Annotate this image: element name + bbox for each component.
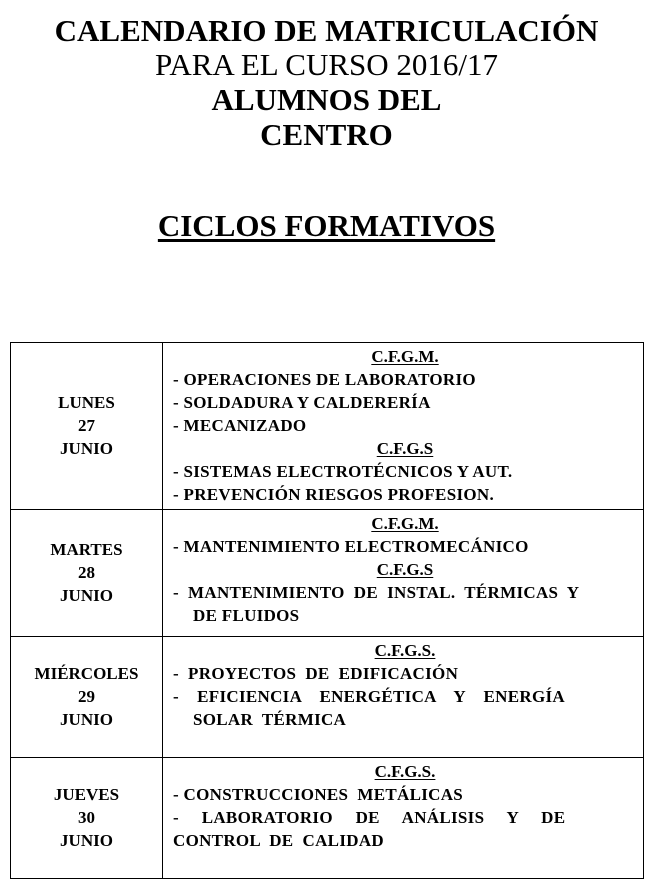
day-number: 29 <box>78 686 95 706</box>
day-cell <box>11 637 163 758</box>
course-item: - SISTEMAS ELECTROTÉCNICOS Y AUT. <box>173 462 513 481</box>
course-item: - SOLDADURA Y CALDERERÍA <box>173 393 431 412</box>
course-item: - PREVENCIÓN RIESGOS PROFESION. <box>173 485 495 504</box>
month: JUNIO <box>60 830 113 850</box>
title-line-4: CENTRO <box>260 117 393 152</box>
schedule-row <box>11 343 644 510</box>
document-header <box>0 14 653 152</box>
schedule-row <box>11 758 644 879</box>
courses-cell <box>163 637 644 758</box>
day-number: 30 <box>78 807 95 827</box>
weekday: MIÉRCOLES <box>34 663 139 683</box>
weekday: JUEVES <box>53 784 120 804</box>
day-cell <box>11 758 163 879</box>
month: JUNIO <box>60 438 113 458</box>
day-number: 27 <box>78 415 95 435</box>
course-item: - CONSTRUCCIONES METÁLICAS <box>173 785 464 804</box>
course-item: - EFICIENCIA ENERGÉTICA Y ENERGÍA <box>173 687 565 706</box>
course-item-continuation: SOLAR TÉRMICA <box>193 710 347 729</box>
course-item: - MANTENIMIENTO DE INSTAL. TÉRMICAS Y <box>173 583 580 602</box>
group-header: C.F.G.M. <box>371 514 439 533</box>
title-line-3: ALUMNOS DEL <box>211 82 442 117</box>
group-header: C.F.G.S <box>376 560 434 579</box>
title-line-2: PARA EL CURSO 2016/17 <box>154 47 499 82</box>
courses-cell <box>163 343 644 510</box>
course-item: - PROYECTOS DE EDIFICACIÓN <box>173 664 459 683</box>
course-item: - MECANIZADO <box>173 416 307 435</box>
schedule-table <box>10 342 644 879</box>
day-cell <box>11 343 163 510</box>
courses-cell <box>163 510 644 637</box>
course-item-continuation: DE FLUIDOS <box>193 606 300 625</box>
day-cell <box>11 510 163 637</box>
course-item: - LABORATORIO DE ANÁLISIS Y DE <box>173 808 566 827</box>
section-title-text: CICLOS FORMATIVOS <box>157 208 496 243</box>
courses-cell <box>163 758 644 879</box>
month: JUNIO <box>60 585 113 605</box>
group-header: C.F.G.M. <box>371 347 439 366</box>
title-line-1: CALENDARIO DE MATRICULACIÓN <box>54 13 599 48</box>
month: JUNIO <box>60 709 113 729</box>
weekday: LUNES <box>58 392 115 412</box>
group-header: C.F.G.S. <box>374 762 436 781</box>
group-header: C.F.G.S. <box>374 641 436 660</box>
group-header: C.F.G.S <box>376 439 434 458</box>
day-number: 28 <box>78 562 95 582</box>
course-item: - MANTENIMIENTO ELECTROMECÁNICO <box>173 537 529 556</box>
course-item: - OPERACIONES DE LABORATORIO <box>173 370 476 389</box>
section-title <box>0 208 653 244</box>
schedule-row <box>11 510 644 637</box>
course-item-continuation: CONTROL DE CALIDAD <box>173 831 384 850</box>
schedule-row <box>11 637 644 758</box>
weekday: MARTES <box>50 539 123 559</box>
